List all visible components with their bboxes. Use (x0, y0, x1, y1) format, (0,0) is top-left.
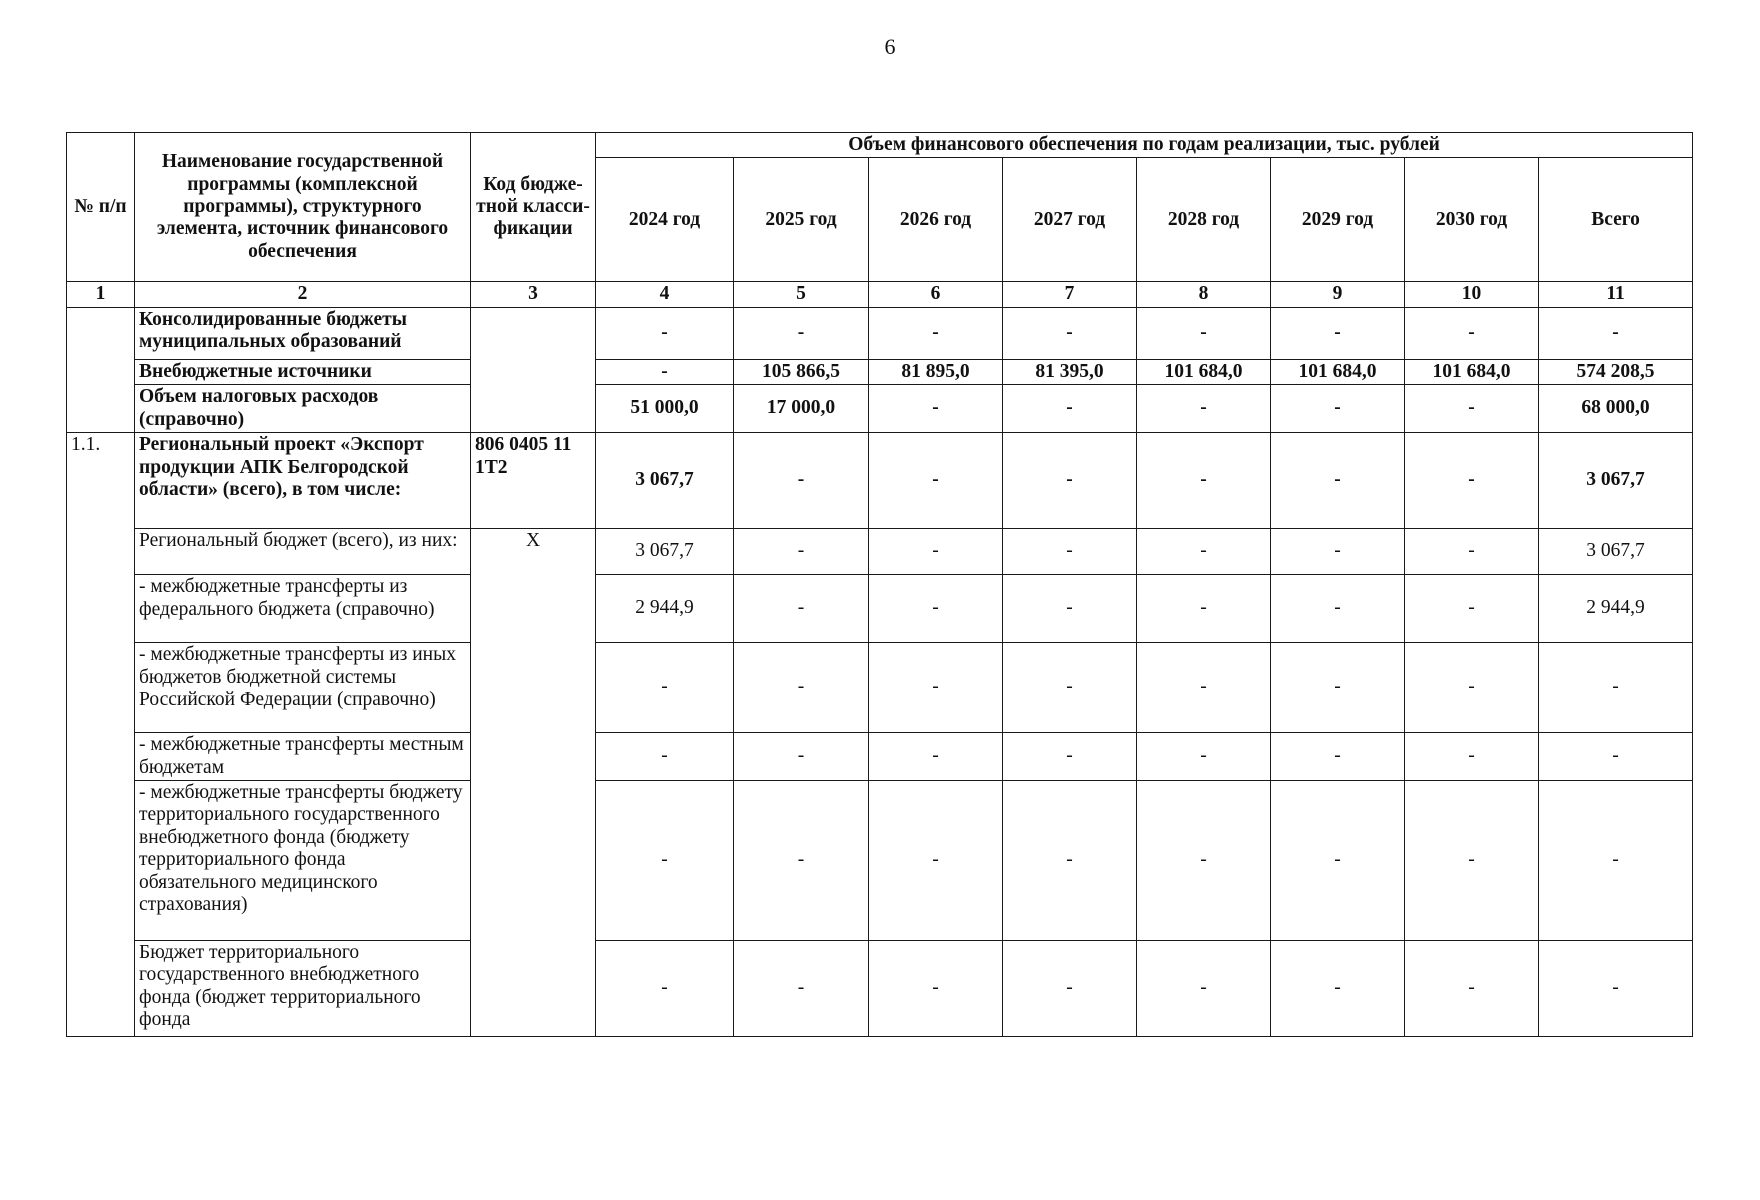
value-cell: - (1271, 940, 1405, 1036)
table-row (67, 433, 1693, 529)
value-cell: - (869, 643, 1003, 733)
value-cell: - (1137, 433, 1271, 529)
row-name: Региональный проект «Экспорт продукции АПК Белгородской области» (всего), в том числе: (135, 433, 471, 529)
value-cell: - (869, 385, 1003, 433)
header-num: № п/п (67, 133, 135, 282)
value-cell: - (1271, 307, 1405, 359)
value-cell: - (734, 780, 869, 940)
value-cell: - (596, 359, 734, 384)
value-cell: - (1405, 733, 1539, 781)
column-index: 11 (1539, 282, 1693, 307)
value-cell: - (1271, 575, 1405, 643)
value-cell: - (1003, 780, 1137, 940)
value-cell: 3 067,7 (596, 433, 734, 529)
value-total: 574 208,5 (1539, 359, 1693, 384)
value-cell: - (734, 643, 869, 733)
value-cell: - (1271, 433, 1405, 529)
value-cell: - (1271, 780, 1405, 940)
column-index-row (67, 282, 1693, 307)
value-total: - (1539, 780, 1693, 940)
value-cell: - (1137, 780, 1271, 940)
table-row (67, 575, 1693, 643)
column-index: 3 (471, 282, 596, 307)
value-cell: - (1003, 529, 1137, 575)
value-cell: - (1405, 643, 1539, 733)
row-name: Консолидированные бюджеты муниципальных образований (135, 307, 471, 359)
value-cell: - (596, 733, 734, 781)
value-cell: - (1003, 940, 1137, 1036)
value-cell: - (1405, 529, 1539, 575)
value-cell: - (1405, 575, 1539, 643)
header-year: 2025 год (734, 158, 869, 282)
value-cell: - (734, 307, 869, 359)
value-cell: - (734, 733, 869, 781)
value-cell: 17 000,0 (734, 385, 869, 433)
value-cell: - (1137, 575, 1271, 643)
value-cell: 101 684,0 (1271, 359, 1405, 384)
value-cell: - (1137, 385, 1271, 433)
value-total: - (1539, 733, 1693, 781)
value-cell: 101 684,0 (1137, 359, 1271, 384)
value-cell: 51 000,0 (596, 385, 734, 433)
budget-code (471, 307, 596, 432)
row-name: Бюджет территориального государственного внебюджетного фонда (бюджет территориального фонда (135, 940, 471, 1036)
row-name: - межбюджетные трансферты из иных бюджетов бюджетной системы Российской Федерации (справочно) (135, 643, 471, 733)
value-cell: - (1271, 529, 1405, 575)
value-cell: - (734, 575, 869, 643)
table-row (67, 529, 1693, 575)
value-cell: - (869, 733, 1003, 781)
value-cell: - (869, 575, 1003, 643)
column-index: 5 (734, 282, 869, 307)
header-code: Код бюдже-тной класси-фикации (471, 133, 596, 282)
header-year: 2030 год (1405, 158, 1539, 282)
table-row (67, 307, 1693, 359)
row-name: - межбюджетные трансферты местным бюджетам (135, 733, 471, 781)
value-total: - (1539, 307, 1693, 359)
column-index: 9 (1271, 282, 1405, 307)
value-cell: - (1271, 643, 1405, 733)
value-cell: - (1271, 733, 1405, 781)
table-row (67, 940, 1693, 1036)
column-index: 6 (869, 282, 1003, 307)
row-name: Региональный бюджет (всего), из них: (135, 529, 471, 575)
table-row (67, 780, 1693, 940)
value-cell: - (1137, 529, 1271, 575)
value-cell: - (1137, 733, 1271, 781)
table-row (67, 385, 1693, 433)
budget-code: Х (471, 529, 596, 1037)
column-index: 4 (596, 282, 734, 307)
value-cell: 2 944,9 (596, 575, 734, 643)
table-row (67, 733, 1693, 781)
value-cell: - (1271, 385, 1405, 433)
budget-code: 806 0405 11 1Т2 (471, 433, 596, 529)
header-name: Наименование государственной программы (комплексной программы), структурного элемента, источник финансового обеспечения (135, 133, 471, 282)
value-cell: 101 684,0 (1405, 359, 1539, 384)
value-cell: - (869, 433, 1003, 529)
row-number (67, 307, 135, 432)
value-cell: 105 866,5 (734, 359, 869, 384)
value-cell: - (596, 307, 734, 359)
value-cell: - (1003, 575, 1137, 643)
value-cell: - (1405, 433, 1539, 529)
financing-table (66, 132, 1693, 1037)
value-total: 3 067,7 (1539, 529, 1693, 575)
value-cell: - (869, 780, 1003, 940)
table-row (67, 359, 1693, 384)
value-cell: - (1405, 385, 1539, 433)
value-cell: - (1003, 733, 1137, 781)
header-financing-group: Объем финансового обеспечения по годам реализации, тыс. рублей (596, 133, 1693, 158)
header-year: 2024 год (596, 158, 734, 282)
value-total: - (1539, 643, 1693, 733)
value-cell: 81 895,0 (869, 359, 1003, 384)
value-cell: - (1003, 643, 1137, 733)
header-year: 2029 год (1271, 158, 1405, 282)
column-index: 2 (135, 282, 471, 307)
value-total: 68 000,0 (1539, 385, 1693, 433)
value-cell: - (1405, 307, 1539, 359)
value-total: - (1539, 940, 1693, 1036)
page-number: 6 (884, 34, 896, 59)
value-cell: - (869, 529, 1003, 575)
row-name: Внебюджетные источники (135, 359, 471, 384)
row-name: Объем налоговых расходов (справочно) (135, 385, 471, 433)
column-index: 7 (1003, 282, 1137, 307)
value-cell: - (1003, 307, 1137, 359)
table-row (67, 643, 1693, 733)
column-index: 8 (1137, 282, 1271, 307)
value-cell: - (1405, 940, 1539, 1036)
value-cell: - (869, 940, 1003, 1036)
header-year: 2026 год (869, 158, 1003, 282)
header-total: Всего (1539, 158, 1693, 282)
value-cell: - (734, 940, 869, 1036)
value-cell: - (1003, 385, 1137, 433)
value-cell: - (1003, 433, 1137, 529)
value-cell: - (734, 529, 869, 575)
value-cell: 81 395,0 (1003, 359, 1137, 384)
value-cell: - (596, 780, 734, 940)
value-cell: - (1137, 643, 1271, 733)
value-cell: - (1137, 307, 1271, 359)
table-body (67, 307, 1693, 1036)
value-cell: - (596, 643, 734, 733)
value-cell: - (869, 307, 1003, 359)
row-name: - межбюджетные трансферты бюджету территориального государственного внебюджетного фонда (бюджету территориального фонда обязательного медицинского страхования) (135, 780, 471, 940)
column-index: 1 (67, 282, 135, 307)
value-cell: - (1137, 940, 1271, 1036)
header-year: 2027 год (1003, 158, 1137, 282)
value-cell: 3 067,7 (596, 529, 734, 575)
value-total: 2 944,9 (1539, 575, 1693, 643)
header-row-1 (67, 133, 1693, 158)
header-year: 2028 год (1137, 158, 1271, 282)
row-number: 1.1. (67, 433, 135, 1037)
column-index: 10 (1405, 282, 1539, 307)
value-cell: - (734, 433, 869, 529)
value-cell: - (596, 940, 734, 1036)
value-cell: - (1405, 780, 1539, 940)
value-total: 3 067,7 (1539, 433, 1693, 529)
row-name: - межбюджетные трансферты из федерального бюджета (справочно) (135, 575, 471, 643)
